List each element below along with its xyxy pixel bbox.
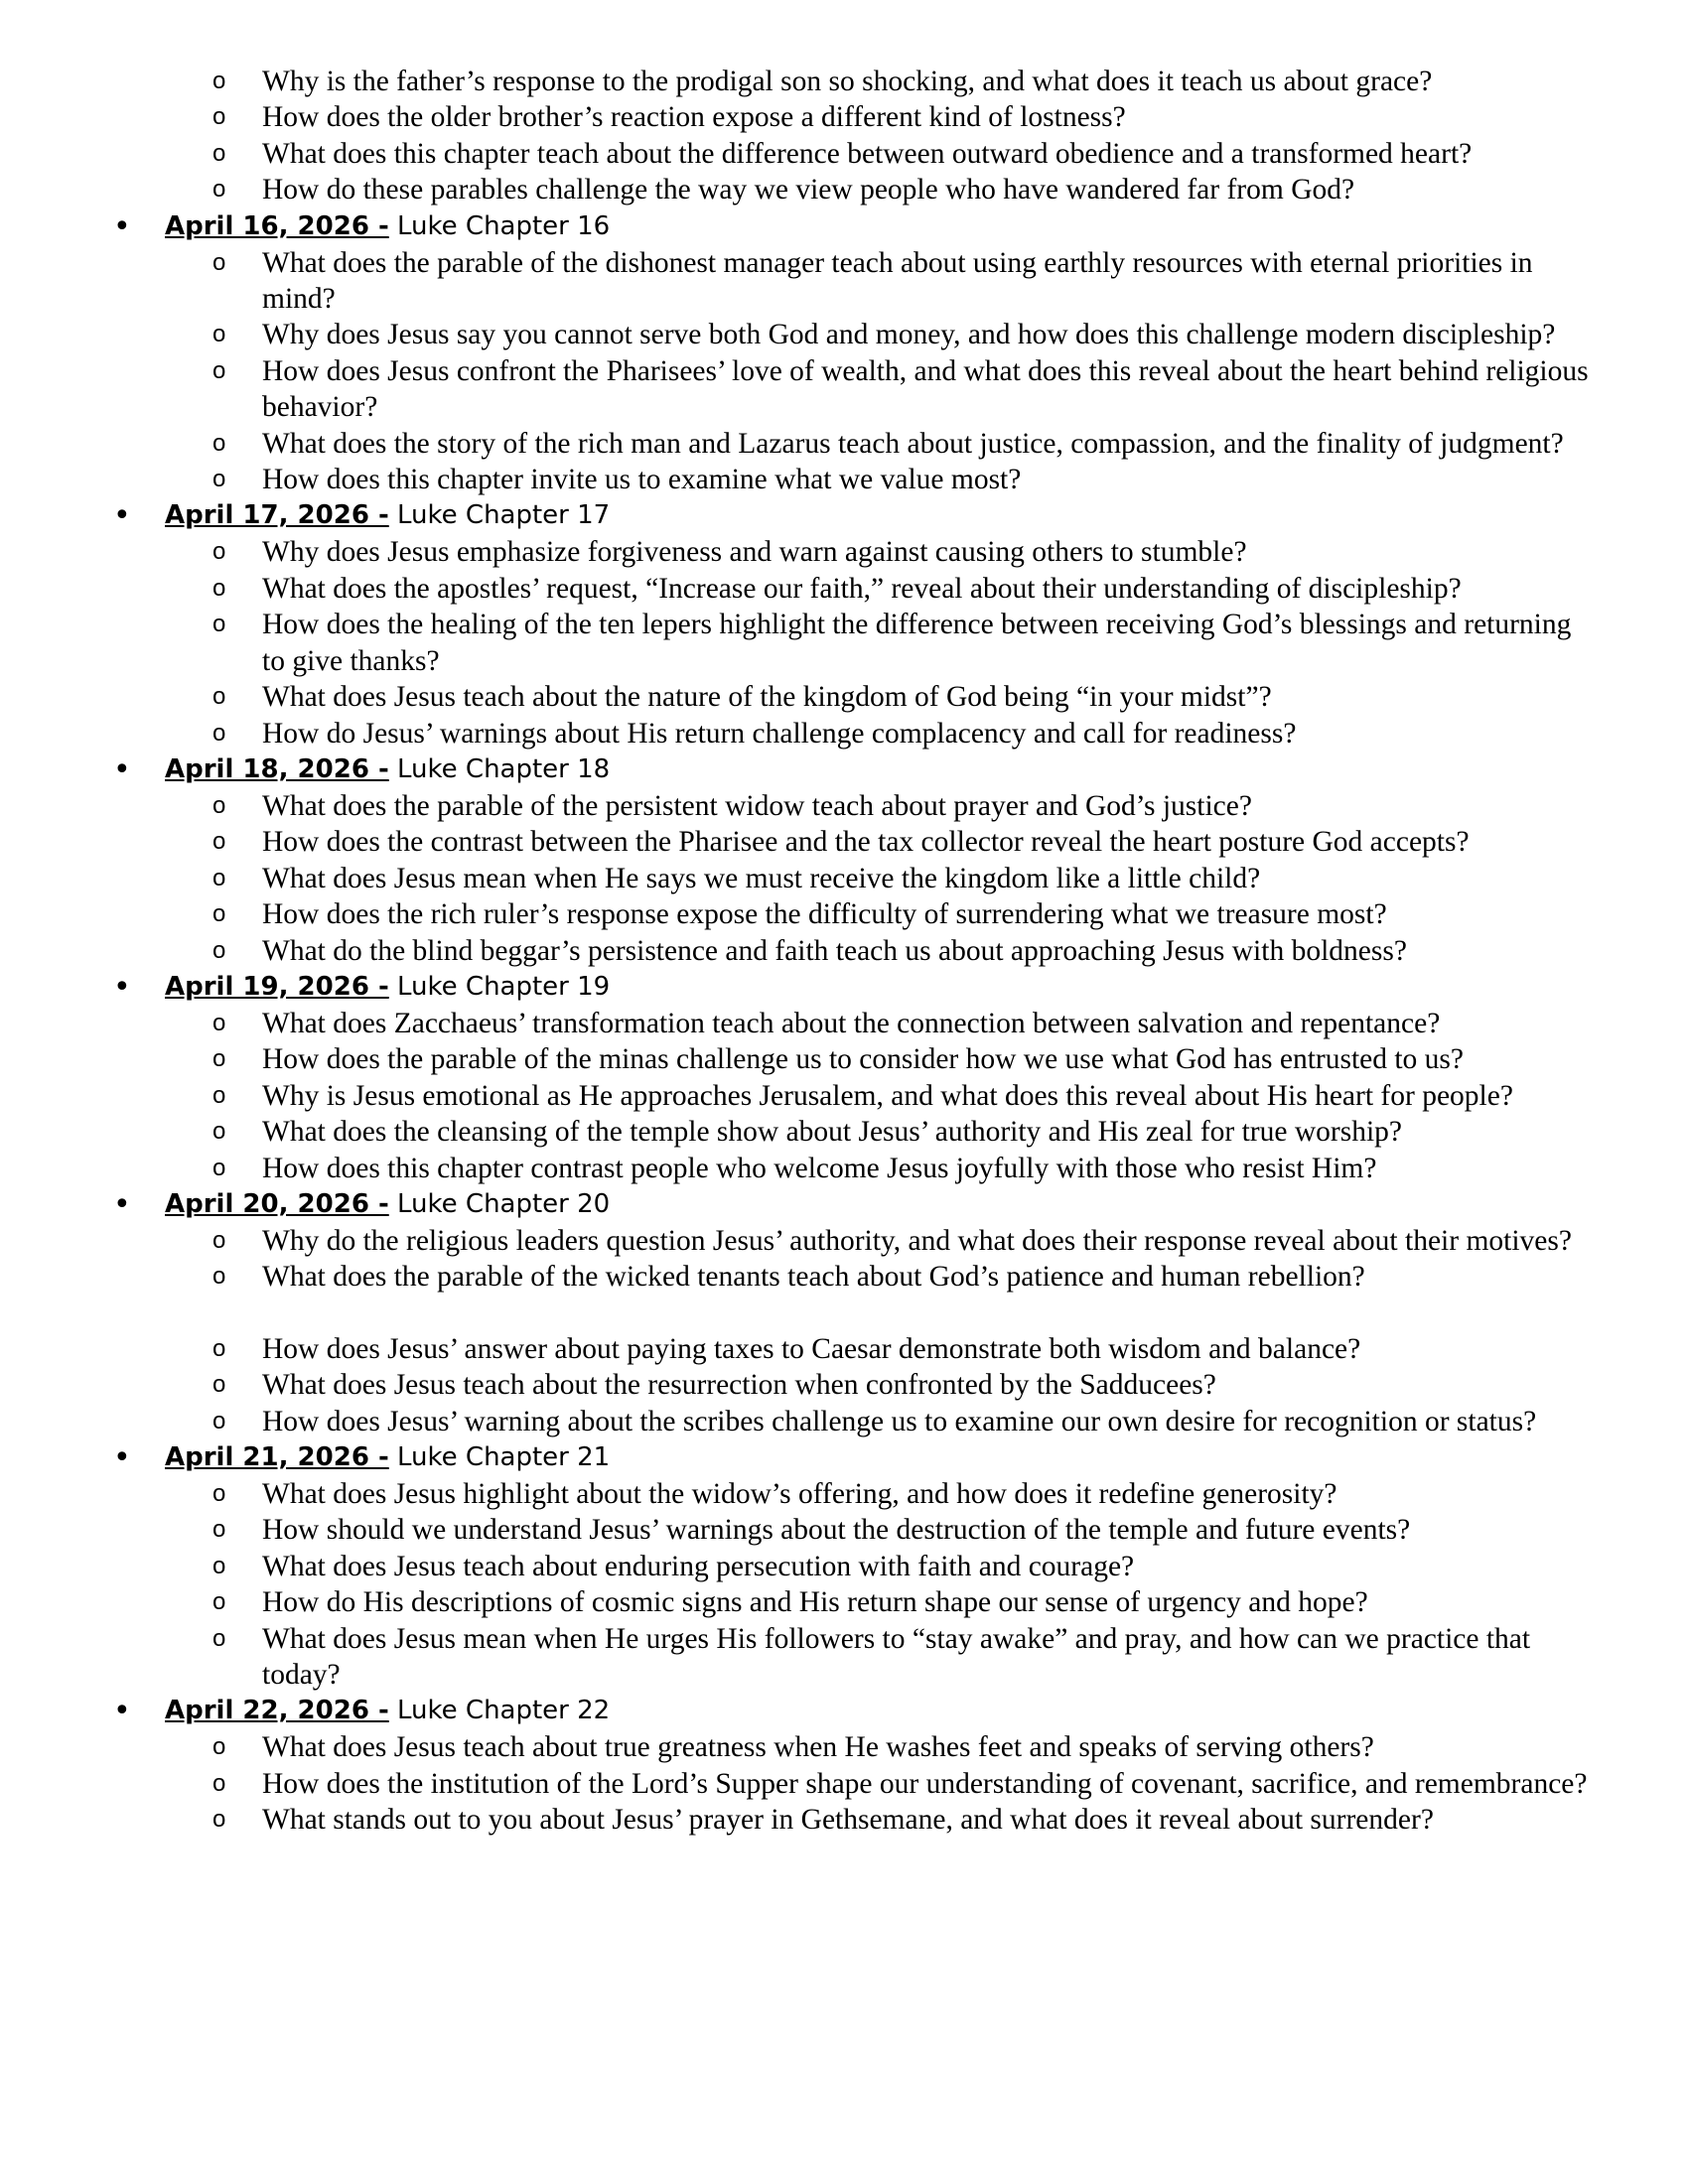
day-heading xyxy=(165,208,1601,245)
question-item: o How does the parable of the minas challenge us to consider how we use what God has entrusted to us? xyxy=(262,1041,1593,1077)
question-item: o Why does Jesus say you cannot serve both God and money, and how does this challenge modern discipleship? xyxy=(262,317,1593,352)
question-list xyxy=(111,245,1601,498)
question-item: o How does the older brother’s reaction expose a different kind of lostness? xyxy=(262,99,1593,135)
day-entry xyxy=(111,1693,1601,1838)
question-item: o How does this chapter contrast people who welcome Jesus joyfully with those who resist Him? xyxy=(262,1151,1593,1186)
question-item: o What does Jesus mean when He urges His followers to “stay awake” and pray, and how can we practice that today? xyxy=(262,1621,1593,1694)
day-date: April 18, 2026 - xyxy=(165,753,389,784)
day-date: April 21, 2026 - xyxy=(165,1442,389,1472)
day-entry xyxy=(111,1439,1601,1693)
day-date: April 22, 2026 - xyxy=(165,1696,389,1726)
reading-plan xyxy=(111,64,1601,1839)
question-item: o How does the rich ruler’s response expose the difficulty of surrendering what we treasure most? xyxy=(262,896,1593,932)
day-entry xyxy=(111,1186,1601,1439)
question-item: o How do these parables challenge the way we view people who have wandered far from God? xyxy=(262,172,1593,207)
day-list xyxy=(111,208,1601,1839)
question-item: o What stands out to you about Jesus’ prayer in Gethsemane, and what does it reveal about surrender? xyxy=(262,1802,1593,1838)
question-list xyxy=(111,1476,1601,1693)
question-item: o How does this chapter invite us to examine what we value most? xyxy=(262,462,1593,497)
question-list xyxy=(111,1223,1601,1439)
day-date: April 17, 2026 - xyxy=(165,500,389,531)
question-item: o What does Jesus mean when He says we must receive the kingdom like a little child? xyxy=(262,861,1593,896)
question-item: o How does the contrast between the Pharisee and the tax collector reveal the heart posture God accepts? xyxy=(262,824,1593,860)
question-item: o Why does Jesus emphasize forgiveness and warn against causing others to stumble? xyxy=(262,534,1593,570)
question-item: o What does Jesus teach about enduring persecution with faith and courage? xyxy=(262,1549,1593,1584)
question-list xyxy=(111,534,1601,751)
day-entry xyxy=(111,751,1601,969)
day-chapter: Luke Chapter 19 xyxy=(388,971,611,1002)
day-heading xyxy=(165,1186,1601,1223)
question-list xyxy=(111,788,1601,969)
day-chapter: Luke Chapter 16 xyxy=(388,210,611,241)
day-heading xyxy=(165,497,1601,534)
question-item: o What does Jesus highlight about the widow’s offering, and how does it redefine generosity? xyxy=(262,1476,1593,1512)
question-item: o What do the blind beggar’s persistence and faith teach us about approaching Jesus with boldness? xyxy=(262,933,1593,969)
day-date: April 16, 2026 - xyxy=(165,210,389,241)
question-item: o What does the apostles’ request, “Increase our faith,” reveal about their understanding of discipleship? xyxy=(262,571,1593,607)
question-item: o How does the institution of the Lord’s Supper shape our understanding of covenant, sacrifice, and remembrance? xyxy=(262,1766,1593,1802)
question-item: o What does the parable of the dishonest manager teach about using earthly resources with eternal priorities in mind? xyxy=(262,245,1593,318)
question-item: o What does Zacchaeus’ transformation teach about the connection between salvation and repentance? xyxy=(262,1006,1593,1041)
day-date: April 19, 2026 - xyxy=(165,971,389,1002)
question-item: o Why do the religious leaders question Jesus’ authority, and what does their response reveal about their motives? xyxy=(262,1223,1593,1259)
question-item: o What does Jesus teach about the resurrection when confronted by the Sadducees? xyxy=(262,1367,1593,1403)
day-date: April 20, 2026 - xyxy=(165,1188,389,1219)
question-item: o What does Jesus teach about true greatness when He washes feet and speaks of serving others? xyxy=(262,1729,1593,1765)
day-heading xyxy=(165,751,1601,788)
blank-line xyxy=(111,1296,1601,1331)
day-entry xyxy=(111,969,1601,1186)
question-item: o What does the parable of the wicked tenants teach about God’s patience and human rebellion? xyxy=(262,1259,1593,1295)
day-heading xyxy=(165,969,1601,1006)
day-chapter: Luke Chapter 20 xyxy=(388,1188,611,1219)
day-chapter: Luke Chapter 21 xyxy=(388,1442,611,1472)
question-list xyxy=(111,1729,1601,1838)
question-item: o What does Jesus teach about the nature of the kingdom of God being “in your midst”? xyxy=(262,679,1593,715)
question-item: o What does the parable of the persistent widow teach about prayer and God’s justice? xyxy=(262,788,1593,824)
question-item: o How does Jesus’ warning about the scribes challenge us to examine our own desire for recognition or status? xyxy=(262,1404,1593,1439)
question-item: o Why is Jesus emotional as He approaches Jerusalem, and what does this reveal about His heart for people? xyxy=(262,1078,1593,1114)
question-item: o How do His descriptions of cosmic signs and His return shape our sense of urgency and hope? xyxy=(262,1584,1593,1620)
day-chapter: Luke Chapter 17 xyxy=(388,500,611,531)
question-list xyxy=(111,1006,1601,1186)
question-item: o Why is the father’s response to the prodigal son so shocking, and what does it teach us about grace? xyxy=(262,64,1593,99)
day-entry xyxy=(111,497,1601,751)
question-item: o What does this chapter teach about the difference between outward obedience and a transformed heart? xyxy=(262,136,1593,172)
question-item: o What does the story of the rich man and Lazarus teach about justice, compassion, and the finality of judgment? xyxy=(262,426,1593,462)
day-chapter: Luke Chapter 18 xyxy=(388,753,611,784)
day-chapter: Luke Chapter 22 xyxy=(388,1696,611,1726)
question-item: o How does Jesus’ answer about paying taxes to Caesar demonstrate both wisdom and balance? xyxy=(262,1331,1593,1367)
question-item: o What does the cleansing of the temple show about Jesus’ authority and His zeal for true worship? xyxy=(262,1114,1593,1150)
question-item: o How should we understand Jesus’ warnings about the destruction of the temple and future events? xyxy=(262,1512,1593,1548)
question-item: o How do Jesus’ warnings about His return challenge complacency and call for readiness? xyxy=(262,716,1593,751)
intro-question-list xyxy=(111,64,1601,208)
day-entry xyxy=(111,208,1601,498)
question-item: o How does Jesus confront the Pharisees’ love of wealth, and what does this reveal about the heart behind religious behavior? xyxy=(262,353,1593,426)
day-heading xyxy=(165,1439,1601,1476)
question-item: o How does the healing of the ten lepers highlight the difference between receiving God’s blessings and returning to give thanks? xyxy=(262,607,1593,679)
day-heading xyxy=(165,1693,1601,1729)
